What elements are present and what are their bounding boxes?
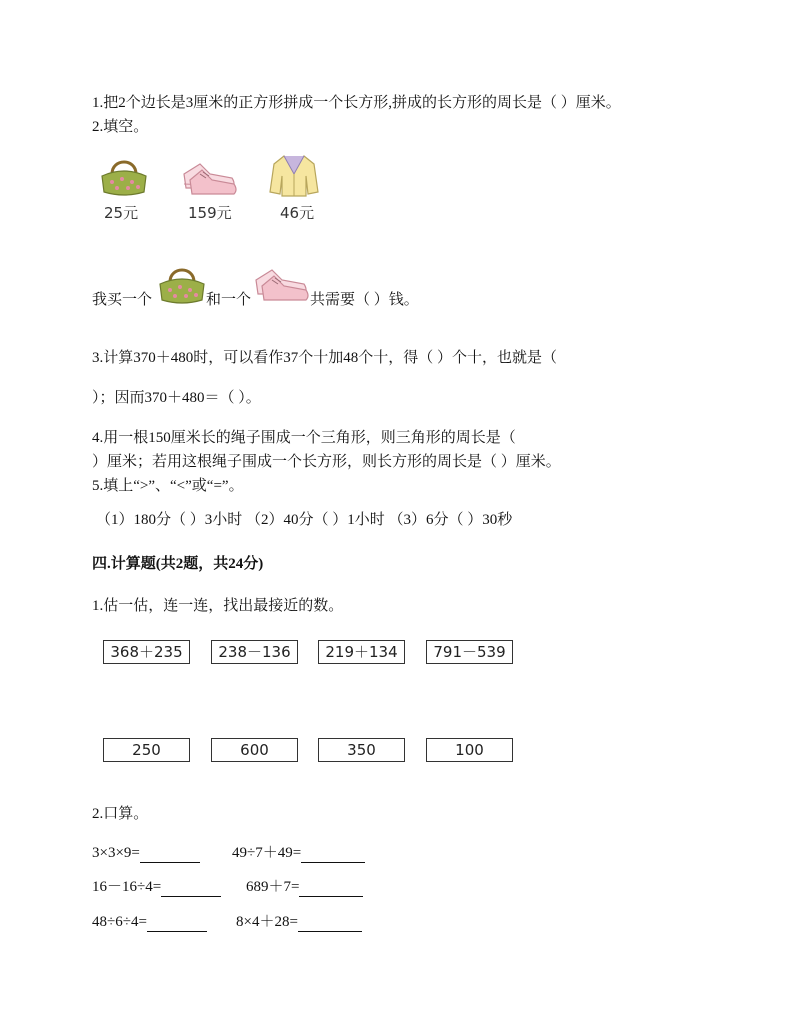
answer-blank[interactable] <box>298 915 362 932</box>
mental-math-item: 689＋7= <box>246 877 363 897</box>
sneakers-icon <box>252 264 312 302</box>
answer-blank[interactable] <box>147 915 207 932</box>
answer-box-1[interactable]: 250 <box>103 738 190 762</box>
price-sneakers: 159元 <box>188 204 232 222</box>
answer-blank[interactable] <box>301 846 365 863</box>
expression-box-3[interactable]: 219＋134 <box>318 640 405 664</box>
price-jacket: 46元 <box>280 204 315 222</box>
calc-1-title: 1.估一估，连一连，找出最接近的数。 <box>92 598 344 614</box>
question-4-line-1: 4.用一根150厘米长的绳子围成一个三角形，则三角形的周长是（ <box>92 430 516 446</box>
question-4-line-2: ）厘米；若用这根绳子围成一个长方形，则长方形的周长是（ ）厘米。 <box>92 454 561 470</box>
mental-math-item: 8×4＋28= <box>236 912 362 932</box>
expression-box-1[interactable]: 368＋235 <box>103 640 190 664</box>
mental-math-item: 49÷7＋49= <box>232 843 365 863</box>
expression-box-4[interactable]: 791－539 <box>426 640 513 664</box>
section-heading: 四.计算题(共2题，共24分) <box>92 556 264 572</box>
question-3-line-2: ）；因而370＋480＝（ ）。 <box>92 390 261 406</box>
answer-blank[interactable] <box>299 880 363 897</box>
handbag-icon <box>98 154 150 198</box>
question-2-title: 2.填空。 <box>92 119 149 135</box>
mental-math-item: 48÷6÷4= <box>92 912 207 932</box>
question-3-line-1: 3.计算370＋480时，可以看作37个十加48个十，得（ ）个十，也就是（ <box>92 350 558 366</box>
mental-math-item: 3×3×9= <box>92 843 200 863</box>
price-handbag: 25元 <box>104 204 139 222</box>
sneakers-icon <box>180 158 240 196</box>
answer-box-4[interactable]: 100 <box>426 738 513 762</box>
calc-2-title: 2.口算。 <box>92 806 149 822</box>
answer-box-3[interactable]: 350 <box>318 738 405 762</box>
expression-box-2[interactable]: 238－136 <box>211 640 298 664</box>
sentence-part-c: 共需要（ ）钱。 <box>310 292 419 308</box>
answer-blank[interactable] <box>161 880 221 897</box>
jacket-icon <box>268 152 320 198</box>
sentence-part-b: 和一个 <box>206 292 252 308</box>
answer-box-2[interactable]: 600 <box>211 738 298 762</box>
handbag-icon <box>156 262 208 306</box>
answer-blank[interactable] <box>140 846 200 863</box>
sentence-part-a: 我买一个 <box>92 292 153 308</box>
question-5-title: 5.填上“>”、“<”或“=”。 <box>92 478 244 494</box>
question-5-items: （1）180分（ ）3小时 （2）40分（ ）1小时 （3）6分（ ）30秒 <box>96 512 513 528</box>
mental-math-item: 16－16÷4= <box>92 877 221 897</box>
question-1: 1.把2个边长是3厘米的正方形拼成一个长方形,拼成的长方形的周长是（ ）厘米。 <box>92 95 621 111</box>
